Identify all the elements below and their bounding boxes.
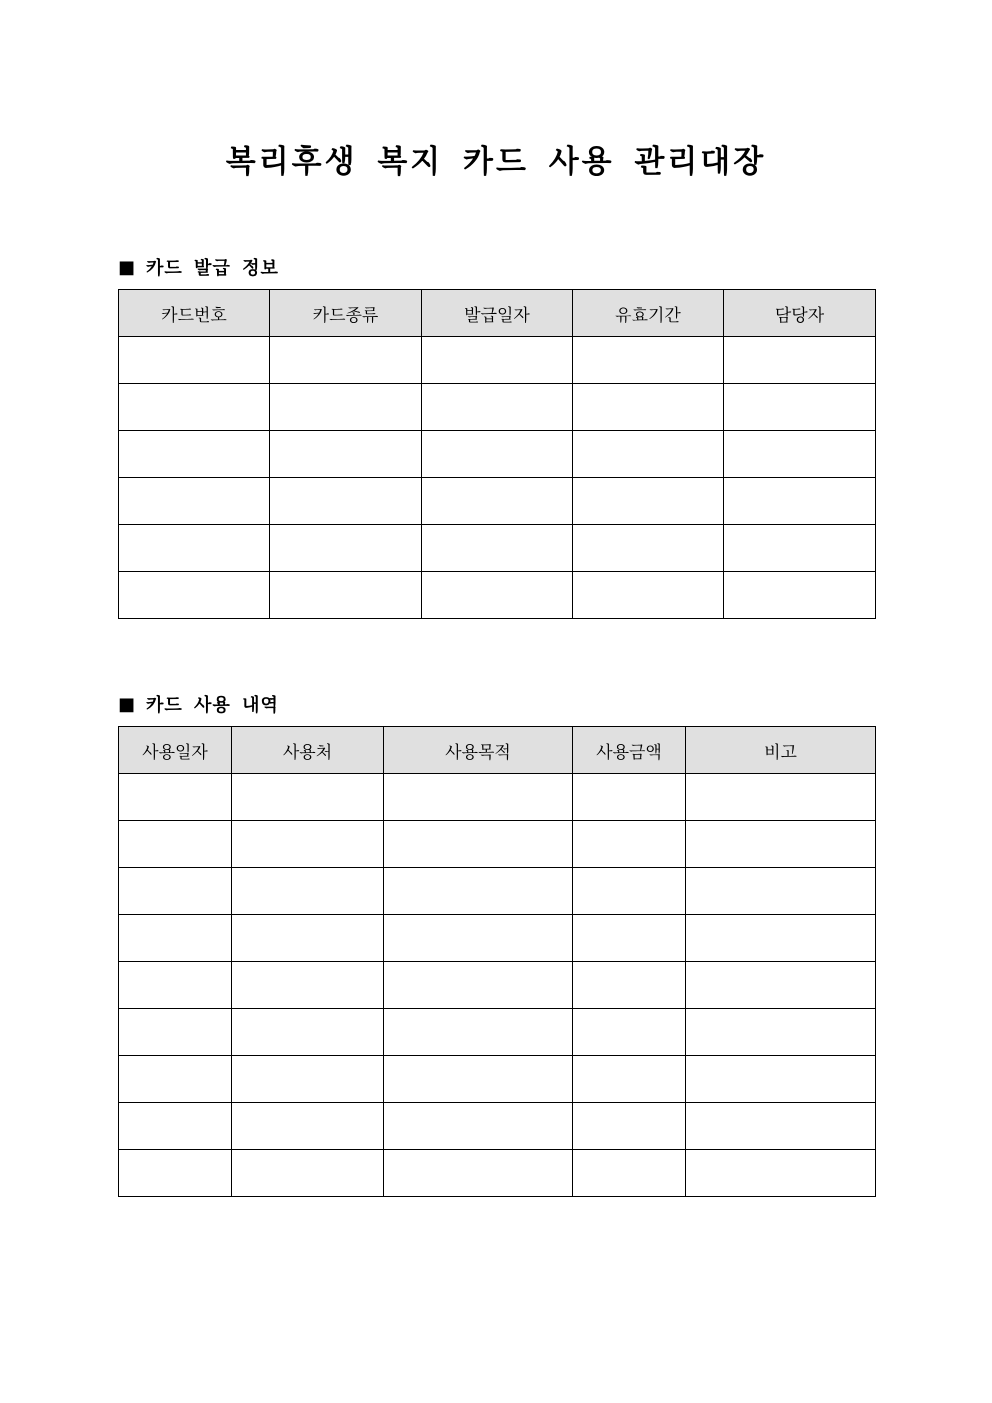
table-cell[interactable] xyxy=(270,431,422,478)
table-cell[interactable] xyxy=(422,337,573,384)
table-cell[interactable] xyxy=(724,478,876,525)
table-cell[interactable] xyxy=(573,1056,686,1103)
table-cell[interactable] xyxy=(686,868,876,915)
table-cell[interactable] xyxy=(232,1009,384,1056)
table-cell[interactable] xyxy=(119,915,232,962)
table-cell[interactable] xyxy=(573,1103,686,1150)
table-row xyxy=(119,337,876,384)
column-header: 사용일자 xyxy=(119,727,232,774)
table-cell[interactable] xyxy=(686,1103,876,1150)
table-cell[interactable] xyxy=(119,821,232,868)
table-cell[interactable] xyxy=(232,868,384,915)
table-header-row xyxy=(119,727,876,774)
table-cell[interactable] xyxy=(119,868,232,915)
column-header: 카드번호 xyxy=(119,290,270,337)
table-cell[interactable] xyxy=(422,384,573,431)
table-cell[interactable] xyxy=(232,774,384,821)
table-cell[interactable] xyxy=(270,478,422,525)
table-cell[interactable] xyxy=(573,774,686,821)
table-cell[interactable] xyxy=(724,572,876,619)
section-heading-card-issue xyxy=(118,254,279,280)
table-cell[interactable] xyxy=(232,821,384,868)
table-row xyxy=(119,915,876,962)
table-row xyxy=(119,774,876,821)
table-cell[interactable] xyxy=(384,1150,573,1197)
table-cell[interactable] xyxy=(384,1056,573,1103)
square-bullet-icon: ■ xyxy=(118,693,137,715)
table-cell[interactable] xyxy=(573,1009,686,1056)
table-cell[interactable] xyxy=(724,337,876,384)
table-cell[interactable] xyxy=(384,1009,573,1056)
table-cell[interactable] xyxy=(119,431,270,478)
page-title: 복리후생 복지 카드 사용 관리대장 xyxy=(225,144,767,180)
table-cell[interactable] xyxy=(270,572,422,619)
table-cell[interactable] xyxy=(686,962,876,1009)
table-cell[interactable] xyxy=(384,962,573,1009)
table-row xyxy=(119,1150,876,1197)
table-cell[interactable] xyxy=(573,431,724,478)
section-title: 카드 사용 내역 xyxy=(146,695,279,716)
square-bullet-icon: ■ xyxy=(118,256,137,278)
table-cell[interactable] xyxy=(573,572,724,619)
column-header: 발급일자 xyxy=(422,290,573,337)
table-row xyxy=(119,1009,876,1056)
card-issue-table xyxy=(118,289,876,619)
column-header: 사용처 xyxy=(232,727,384,774)
table-cell[interactable] xyxy=(686,915,876,962)
column-header: 담당자 xyxy=(724,290,876,337)
table-cell[interactable] xyxy=(119,962,232,1009)
table-cell[interactable] xyxy=(724,525,876,572)
table-cell[interactable] xyxy=(573,525,724,572)
table-cell[interactable] xyxy=(573,384,724,431)
table-cell[interactable] xyxy=(119,1056,232,1103)
table-row xyxy=(119,478,876,525)
table-cell[interactable] xyxy=(270,384,422,431)
table-cell[interactable] xyxy=(119,774,232,821)
table-cell[interactable] xyxy=(686,1056,876,1103)
table-row xyxy=(119,821,876,868)
section-heading-card-usage xyxy=(118,691,279,717)
table-cell[interactable] xyxy=(384,774,573,821)
column-header: 유효기간 xyxy=(573,290,724,337)
table-cell[interactable] xyxy=(686,1009,876,1056)
table-cell[interactable] xyxy=(384,868,573,915)
table-cell[interactable] xyxy=(573,962,686,1009)
table-row xyxy=(119,962,876,1009)
table-cell[interactable] xyxy=(573,868,686,915)
table-cell[interactable] xyxy=(232,1103,384,1150)
table-cell[interactable] xyxy=(119,1009,232,1056)
table-cell[interactable] xyxy=(232,962,384,1009)
table-cell[interactable] xyxy=(422,525,573,572)
table-row xyxy=(119,1103,876,1150)
table-row xyxy=(119,384,876,431)
table-cell[interactable] xyxy=(573,915,686,962)
table-cell[interactable] xyxy=(573,337,724,384)
table-cell[interactable] xyxy=(119,384,270,431)
table-cell[interactable] xyxy=(573,821,686,868)
section-title: 카드 발급 정보 xyxy=(146,258,279,279)
table-row xyxy=(119,868,876,915)
table-cell[interactable] xyxy=(384,821,573,868)
column-header: 비고 xyxy=(686,727,876,774)
table-cell[interactable] xyxy=(119,337,270,384)
table-cell[interactable] xyxy=(384,915,573,962)
column-header: 사용금액 xyxy=(573,727,686,774)
table-cell[interactable] xyxy=(232,915,384,962)
table-cell[interactable] xyxy=(270,525,422,572)
table-cell[interactable] xyxy=(724,431,876,478)
table-cell[interactable] xyxy=(232,1056,384,1103)
table-cell[interactable] xyxy=(119,525,270,572)
table-cell[interactable] xyxy=(422,572,573,619)
card-usage-table xyxy=(118,726,876,1197)
table-row xyxy=(119,572,876,619)
table-cell[interactable] xyxy=(573,1150,686,1197)
table-cell[interactable] xyxy=(119,478,270,525)
table-header-row xyxy=(119,290,876,337)
table-cell[interactable] xyxy=(270,337,422,384)
table-row xyxy=(119,1056,876,1103)
table-cell[interactable] xyxy=(422,431,573,478)
column-header: 사용목적 xyxy=(384,727,573,774)
table-cell[interactable] xyxy=(422,478,573,525)
table-row xyxy=(119,525,876,572)
table-cell[interactable] xyxy=(724,384,876,431)
table-cell[interactable] xyxy=(573,478,724,525)
table-cell[interactable] xyxy=(232,1150,384,1197)
table-cell[interactable] xyxy=(119,1103,232,1150)
column-header: 카드종류 xyxy=(270,290,422,337)
table-cell[interactable] xyxy=(119,572,270,619)
table-cell[interactable] xyxy=(686,774,876,821)
table-row xyxy=(119,431,876,478)
table-cell[interactable] xyxy=(686,821,876,868)
table-cell[interactable] xyxy=(686,1150,876,1197)
table-cell[interactable] xyxy=(384,1103,573,1150)
table-cell[interactable] xyxy=(119,1150,232,1197)
